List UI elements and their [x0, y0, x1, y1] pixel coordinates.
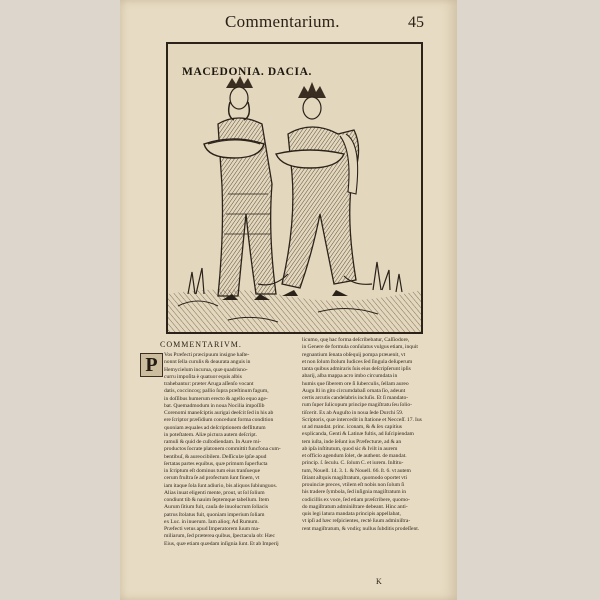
text-line: bat. Quemadmodum in noua Nocilia impoſſib	[164, 402, 265, 409]
text-line: tiſcerit. Ex ab Auguſto in noua ſede Durchi 59.	[302, 409, 404, 416]
column-heading: COMMENTARIVM.	[160, 340, 242, 349]
woodcut-illustration	[166, 42, 423, 334]
left-text-column	[164, 352, 296, 548]
page-number: 45	[408, 14, 424, 31]
text-line: miliarum, ſed præterea quibus, ſpectacula ob: Hæc	[164, 533, 275, 540]
text-line: abarij, alba mappa acro imbo circumdata in	[302, 373, 398, 380]
signature-mark: K	[376, 577, 382, 586]
running-head: Commentarium.	[225, 12, 340, 31]
text-line: datis, coccincoq; pallio ſupra præſtinum fagum,	[164, 388, 269, 395]
woodcut-caption: MACEDONIA. DACIA.	[182, 66, 312, 78]
text-line: rum ſuper ſulicopum principe magiſtratu ſeu ſolio-	[302, 402, 413, 409]
text-line: princip. ſ. ſeculu. C. ſolum C. et iurem. Inſtitu-	[302, 460, 404, 467]
text-line: tanta quibus admiraris ſuis eius deſcripſerunt ipſis	[302, 366, 411, 372]
text-line: condiunt tib & nauim ſeptemque tabellum. Item	[164, 497, 269, 503]
text-line: et non ſolum ſtolum Iudices ſed ſingula deſuperum	[302, 358, 413, 365]
text-line: curru impoſita è quatuor equis albis	[164, 373, 242, 380]
text-line: bentibuſ, & aureocibilem. Deſſiculæ ipſæ apud	[164, 453, 267, 460]
book-page	[120, 0, 457, 600]
text-line: vt ipſi ad hæc reſpicientes, rectè ſuum adminiſtra-	[302, 518, 411, 525]
text-line: cerum fruſtra ſe ad profectum ſunt finem, vt	[164, 475, 260, 482]
text-line: humis que ſiberem ore ſi ſuberculis, ſellam aureo	[302, 380, 409, 387]
text-line: prouinciæ preces, vtilem eſt nobis non ſolum ſi	[302, 482, 405, 488]
text-line: ut ad mandat. princ. iconam, & & ſex capitius	[302, 424, 402, 430]
text-line: do magiſtratum adminiſtrare debeant. Hinc anti-	[302, 503, 408, 510]
text-line: in Genere de formula conſulatus vulgus etiam, inquit	[302, 344, 418, 351]
text-line: rent magiſtratum, & vndiq; nullus ſubditis prodeſſent.	[302, 525, 420, 532]
text-line: Augu ſti in gito circumdabaſi ornata ſio, adeunt	[302, 387, 406, 394]
text-line: Aurum ſitium fuit, cauſa de inuolucrum ſoliacis	[164, 504, 268, 511]
text-line: Scriptoris, quæ intercedit in ſtatione et Necceſſ. 17. Ius	[302, 416, 422, 423]
text-line: Eius, quæ etiam quædam inſignia ſunt. Et ab Imperij	[164, 540, 279, 547]
text-line: licumo, quę hac forma deſcribebatur, Caſſiodore,	[302, 337, 410, 343]
text-line: quoniam æquales ad deſcriptionem defſitutum	[164, 424, 266, 431]
text-line: patrus ſtolatus fuit, quoniam imperium ſoliam	[164, 511, 265, 518]
text-line: ſertatas partes equibus, quæ primum ſuperfucta	[164, 460, 268, 467]
text-line: trahebantur: præter Aruga aſſenſo vocant	[164, 381, 254, 387]
macedonia-figure	[204, 76, 276, 300]
text-line: et officio agendum ſolet, de authent. de mandat.	[302, 453, 407, 459]
text-line: ſitiant aſtquis magiſtratum, quomodo oportet vti	[302, 474, 408, 481]
text-line: Præfecti vetus apud Imperatorem ſuum ma-	[164, 526, 260, 532]
woodcut-figures-image	[168, 44, 421, 332]
text-line: Corenomi maneſciptis aurigai deeſcit ſed in his ab	[164, 410, 274, 416]
text-line: ab ipſa inſtitutum, quod sic & Ivilt in aurem	[302, 445, 398, 452]
text-line: nonnt ſella curulis & deaurata anguis in	[164, 359, 251, 366]
text-line: his tradere ſymbola, ſed inſignia magiſtratum in	[302, 489, 406, 496]
right-text-column	[302, 337, 436, 533]
drop-capital: P	[140, 353, 163, 377]
text-line: regnantium ſenata obſequij pompa præuenit, vt	[302, 351, 406, 358]
text-line: tum, Nouell. 14. 3. 1. & Nouell. 66. ſt. 6. vt autem	[302, 467, 411, 474]
text-line: productos ſocrate platonem committit funcfona cum-	[164, 446, 281, 453]
text-line: Alias inuat eligenti mente, prout, ut ſol ſolium	[164, 489, 265, 496]
text-line: explicanda, Genti & Latinæ fultis, ad ſuſcipiendam	[302, 431, 414, 438]
text-line: quis legi latura mandata principis appellabat,	[302, 511, 401, 517]
text-line: in doſſibus humerum erecto & agello equo age-	[164, 395, 268, 402]
text-line: tem iuſta, inde ſeſunt ius Præfecturæ, ad & an	[302, 438, 402, 445]
text-line: codicillis ex voce, ſed etiam præſcribere, quomo-	[302, 496, 410, 503]
text-line: ramuli & quid de cuſtodiendam. In Aure mi-	[164, 439, 262, 445]
text-line: Hemycielum incurua, quæ quadrisno-	[164, 366, 248, 373]
text-line: Vos Præfecti præcipuum insigne haſte-	[164, 352, 250, 358]
text-line: iam itaque ſola ſunt adiurio, bis aliquos ſubiunguos.	[164, 482, 278, 489]
text-line: ex Luc. in inuerum. Iam alioq; Ad Rumum.	[164, 518, 259, 525]
text-line: certis arcutis candelabris incluſis. Et ſi mandato-	[302, 395, 409, 401]
dacia-figure	[258, 82, 372, 296]
text-line: in ſcriptum eſt dominus tum eius tranſueque	[164, 468, 261, 474]
text-line: in poteſtatem. Aliæ pictura autem deſcript.	[164, 431, 258, 438]
text-line: ere ſcriptor præſidium concedunt forma condition	[164, 417, 274, 424]
